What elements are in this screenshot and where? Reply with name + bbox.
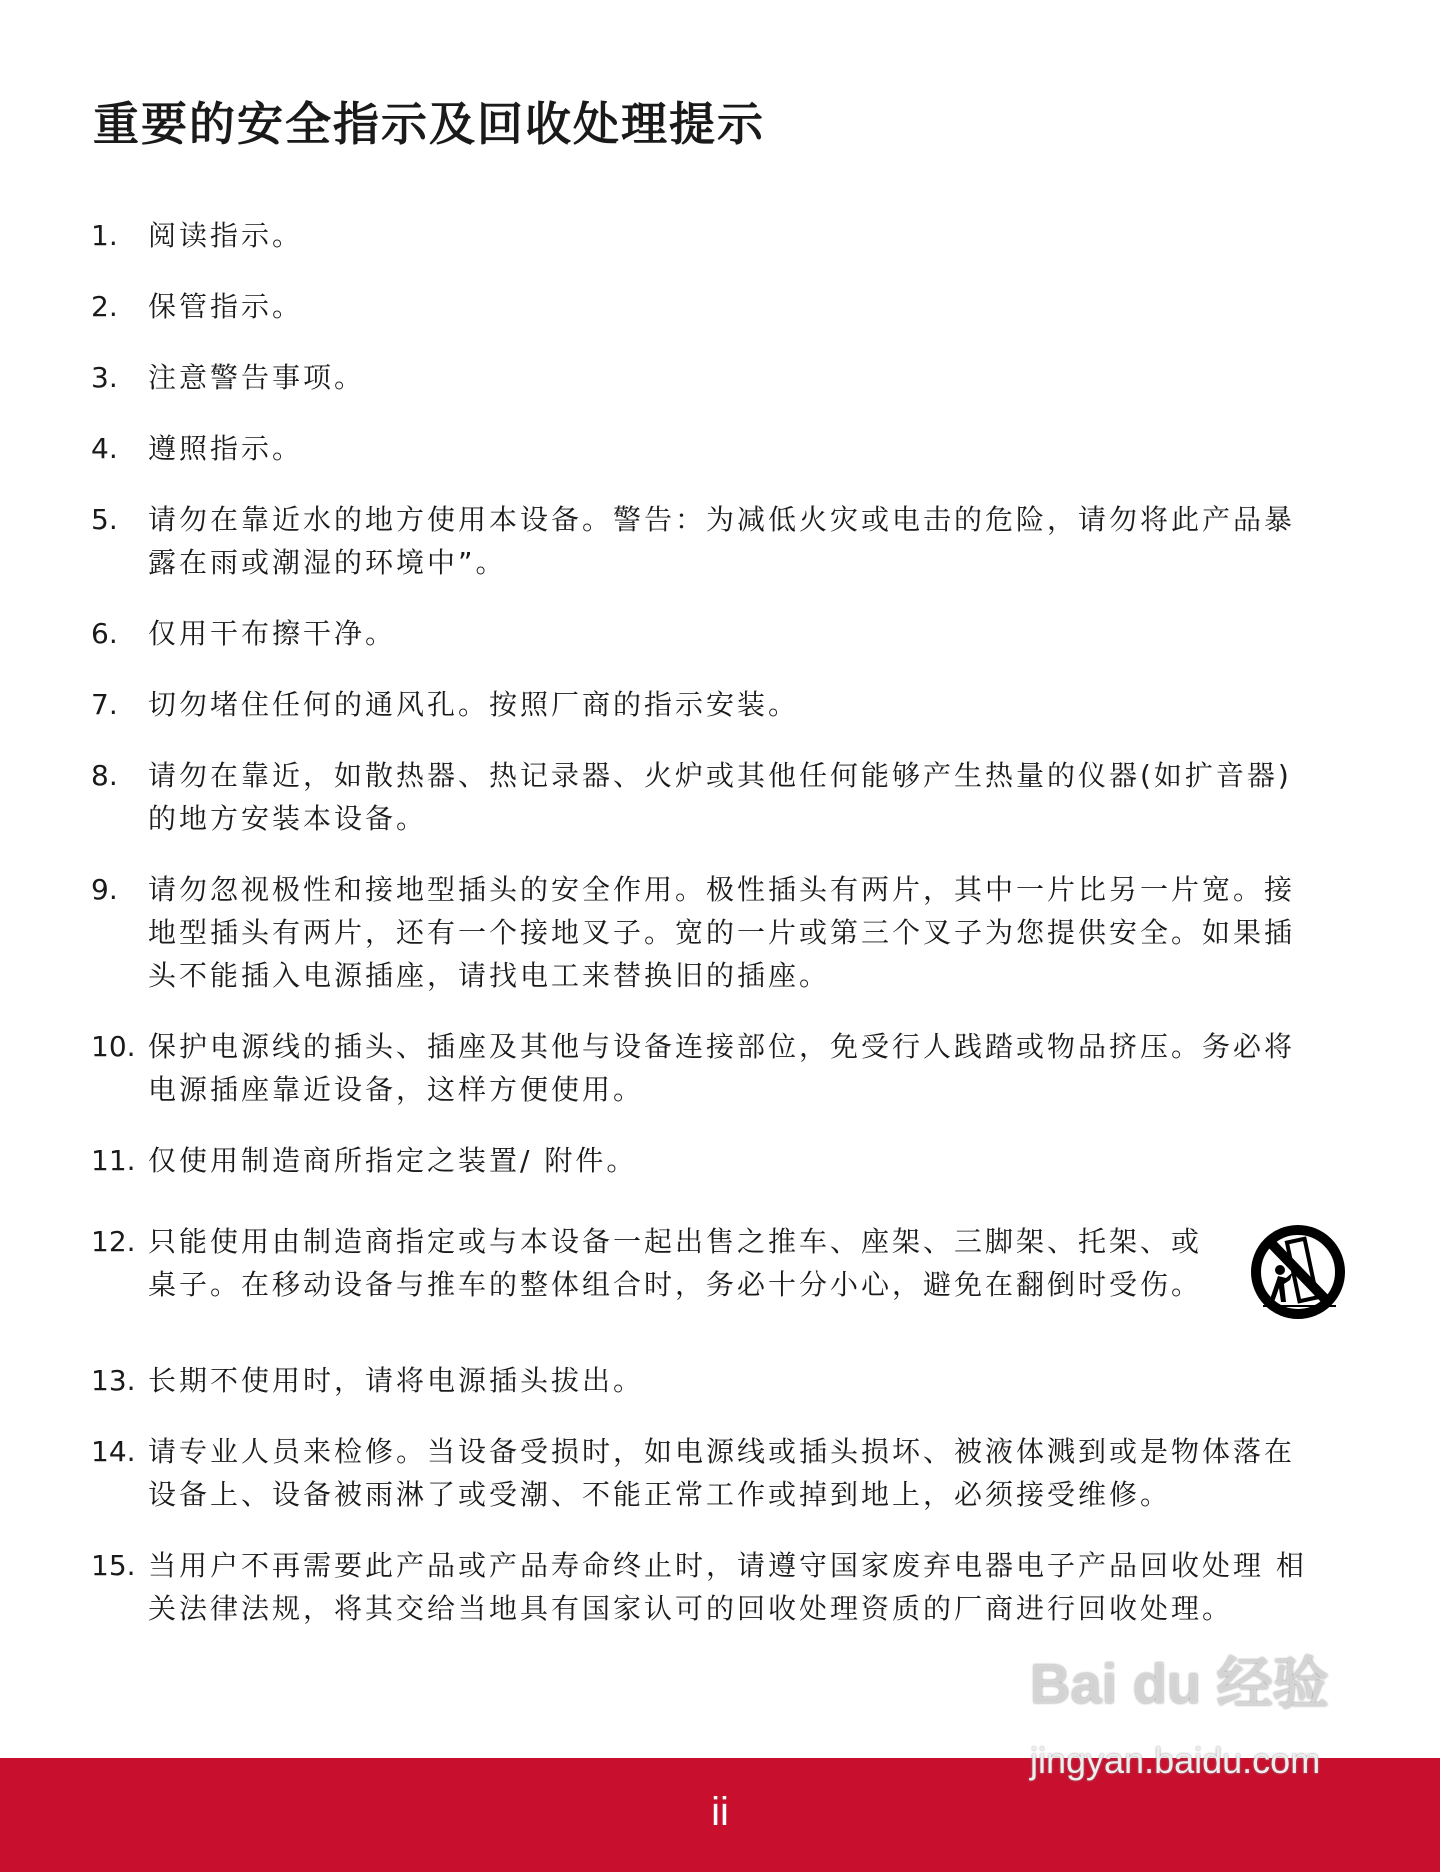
item-text-line: 的地方安装本设备。: [148, 802, 428, 835]
list-item: [91, 427, 1351, 470]
watermark-url: jingyan.baidu.com: [1030, 1740, 1321, 1781]
list-item: [91, 498, 1351, 584]
item-text-line: 地型插头有两片，还有一个接地叉子。宽的一片或第三个叉子为您提供安全。如果插: [148, 916, 1296, 949]
item-text-line: 请勿在靠近，如散热器、热记录器、火炉或其他任何能够产生热量的仪器(如扩音器): [148, 759, 1292, 792]
item-number: 15.: [91, 1549, 136, 1582]
item-number: 12.: [91, 1225, 136, 1258]
item-number: 10.: [91, 1030, 136, 1063]
item-text-line: 长期不使用时，请将电源插头拔出。: [148, 1364, 645, 1397]
watermark-logo: Bai du 经验: [1030, 1652, 1329, 1715]
item-text-line: 阅读指示。: [148, 219, 304, 252]
page-title: 重要的安全指示及回收处理提示: [93, 97, 765, 151]
list-item: [91, 1359, 1351, 1402]
item-text-line: 当用户不再需要此产品或产品寿命终止时，请遵守国家废弃电器电子产品回收处理 相: [148, 1549, 1307, 1582]
item-text-line: 保管指示。: [148, 290, 304, 323]
item-text-line: 切勿堵住任何的通风孔。按照厂商的指示安装。: [148, 688, 800, 721]
list-item: [91, 754, 1351, 840]
list-item: [91, 868, 1351, 997]
list-item: [91, 683, 1351, 726]
item-text: [148, 1430, 1351, 1516]
baidu-watermark: [1030, 1640, 1329, 1782]
item-number: 1.: [91, 219, 118, 252]
list-item: [91, 1430, 1351, 1516]
item-number: 14.: [91, 1435, 136, 1468]
list-item: [91, 356, 1351, 399]
item-text: [148, 1359, 1351, 1402]
list-item: [91, 214, 1351, 257]
item-text-line: 注意警告事项。: [148, 361, 366, 394]
item-text-line: 关法律法规，将其交给当地具有国家认可的回收处理资质的厂商进行回收处理。: [148, 1592, 1234, 1625]
item-number: 9.: [91, 873, 118, 906]
item-number: 5.: [91, 503, 118, 536]
item-text: [148, 1544, 1351, 1630]
item-text: [148, 1139, 1351, 1182]
item-text-line: 遵照指示。: [148, 432, 304, 465]
item-text: [148, 427, 1351, 470]
list-item: [91, 285, 1351, 328]
item-text-line: 请勿在靠近水的地方使用本设备。警告：为减低火灾或电击的危险，请勿将此产品暴: [148, 503, 1296, 536]
item-text: [148, 214, 1351, 257]
item-text-line: 桌子。在移动设备与推车的整体组合时，务必十分小心，避免在翻倒时受伤。: [148, 1268, 1203, 1301]
list-item: [91, 1220, 1351, 1306]
list-item: [91, 1139, 1351, 1182]
item-text-line: 设备上、设备被雨淋了或受潮、不能正常工作或掉到地上，必须接受维修。: [148, 1478, 1172, 1511]
item-text-line: 只能使用由制造商指定或与本设备一起出售之推车、座架、三脚架、托架、或: [148, 1225, 1203, 1258]
list-item: [91, 1025, 1351, 1111]
item-number: 7.: [91, 688, 118, 721]
item-text: [148, 868, 1351, 997]
item-text: [148, 683, 1351, 726]
item-text-line: 请专业人员来检修。当设备受损时，如电源线或插头损坏、被液体溅到或是物体落在: [148, 1435, 1296, 1468]
item-text: [148, 285, 1351, 328]
list-item: [91, 612, 1351, 655]
page-number: ii: [711, 1790, 729, 1834]
item-text: [148, 498, 1351, 584]
list-item: [91, 1544, 1351, 1630]
item-text: [148, 356, 1351, 399]
item-number: 13.: [91, 1364, 136, 1397]
item-text: [148, 754, 1351, 840]
safety-instructions-list: [91, 214, 1351, 1658]
item-text-line: 露在雨或潮湿的环境中”。: [148, 546, 507, 579]
item-text: [148, 612, 1351, 655]
item-text: [148, 1220, 1351, 1306]
item-number: 8.: [91, 759, 118, 792]
item-text-line: 仅用干布擦干净。: [148, 617, 397, 650]
item-text-line: 仅使用制造商所指定之装置/ 附件。: [148, 1144, 638, 1177]
item-number: 6.: [91, 617, 118, 650]
item-number: 2.: [91, 290, 118, 323]
item-text-line: 保护电源线的插头、插座及其他与设备连接部位，免受行人践踏或物品挤压。务必将: [148, 1030, 1296, 1063]
item-text-line: 请勿忽视极性和接地型插头的安全作用。极性插头有两片，其中一片比另一片宽。接: [148, 873, 1296, 906]
item-number: 3.: [91, 361, 118, 394]
item-text-line: 头不能插入电源插座，请找电工来替换旧的插座。: [148, 959, 831, 992]
item-number: 4.: [91, 432, 118, 465]
item-text-line: 电源插座靠近设备，这样方便使用。: [148, 1073, 645, 1106]
item-text: [148, 1025, 1351, 1111]
cart-tip-over-warning-icon: [1248, 1222, 1348, 1322]
item-number: 11.: [91, 1144, 136, 1177]
